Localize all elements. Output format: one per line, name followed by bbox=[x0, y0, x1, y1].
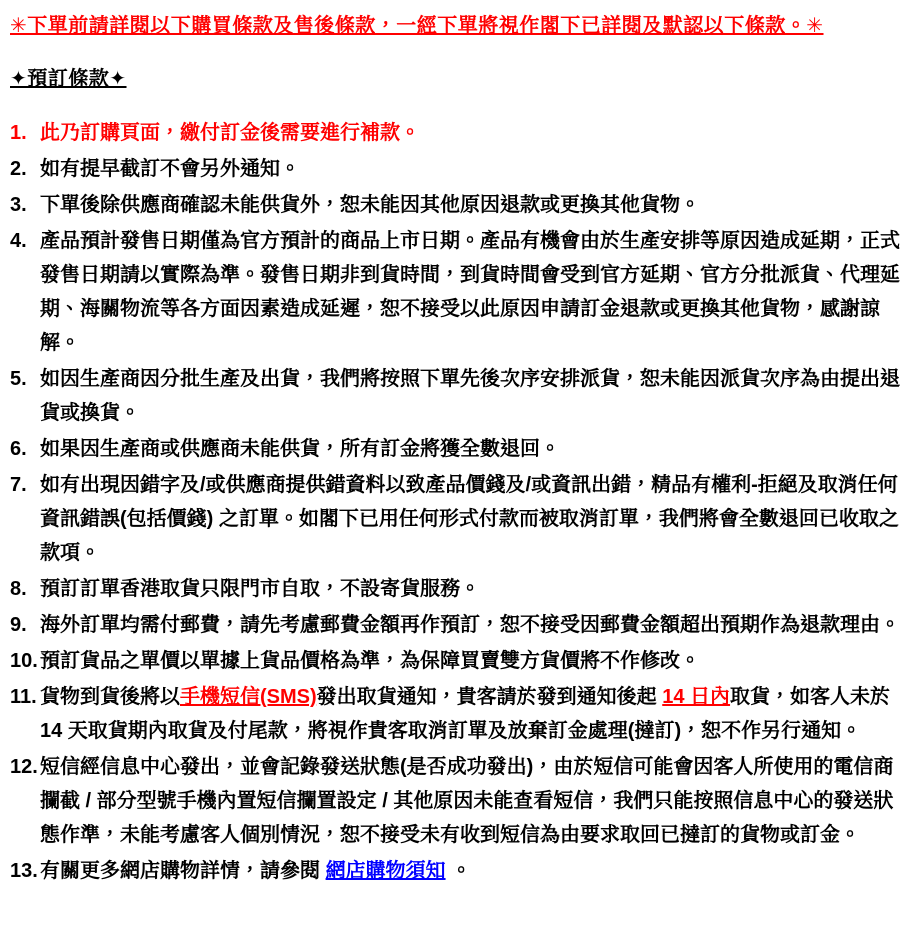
term-text: 下單後除供應商確認未能供貨外，恕未能因其他原因退款或更換其他貨物。 bbox=[40, 194, 700, 216]
term-number: 5. bbox=[10, 368, 27, 390]
term-item-9 bbox=[10, 608, 905, 642]
term-text: 發出取貨通知，貴客請於發到通知後起 bbox=[316, 686, 663, 708]
term-item-10 bbox=[10, 644, 905, 678]
term-text: 貨物到貨後將以 bbox=[40, 686, 180, 708]
term-text: 短信經信息中心發出，並會記錄發送狀態(是否成功發出)，由於短信可能會因客人所使用的電信商攔截 / 部分型號手機內置短信攔置設定 / 其他原因未能查看短信，我們只能按照信息中心的發送狀態作準，未能考慮客人個別情況，恕不接受未有收到短信為由要求取回已撻訂的貨物或訂金。 bbox=[40, 756, 894, 846]
term-item-5 bbox=[10, 362, 905, 430]
term-number: 2. bbox=[10, 158, 27, 180]
term-text: 產品預計發售日期僅為官方預計的商品上市日期。產品有機會由於生產安排等原因造成延期，正式發售日期請以實際為準。發售日期非到貨時間，到貨時間會受到官方延期、官方分批派貨、代理延期、海關物流等各方面因素造成延遲，恕不接受以此原因申請訂金退款或更換其他貨物，感謝諒解。 bbox=[40, 230, 900, 354]
section-title: ✦預訂條款✦ bbox=[10, 68, 127, 90]
term-item-12 bbox=[10, 750, 905, 852]
term-number: 4. bbox=[10, 230, 27, 252]
term-text: 如有提早截訂不會另外通知。 bbox=[40, 158, 300, 180]
term-text: 如因生產商因分批生產及出貨，我們將按照下單先後次序安排派貨，恕未能因派貨次序為由提出退貨或換貨。 bbox=[40, 368, 900, 424]
term-number: 12. bbox=[10, 756, 38, 778]
page-title: ✳下單前請詳閱以下購買條款及售後條款，一經下單將視作閣下已詳閱及默認以下條款。✳ bbox=[10, 15, 824, 37]
term-number: 6. bbox=[10, 438, 27, 460]
term-text: 。 bbox=[445, 860, 472, 882]
term-number: 1. bbox=[10, 122, 27, 144]
term-number: 10. bbox=[10, 650, 38, 672]
term-text: 有關更多網店購物詳情，請參閱 bbox=[40, 860, 326, 882]
term-number: 3. bbox=[10, 194, 27, 216]
store-shopping-notice-link[interactable]: 網店購物須知 bbox=[325, 860, 446, 882]
term-text: 預訂貨品之單價以單據上貨品價格為準，為保障買賣雙方貨價將不作修改。 bbox=[40, 650, 700, 672]
term-item-2 bbox=[10, 152, 905, 186]
term-text: 取貨，如客人未於 14 天取貨期內取貨及付尾款，將視作貴客取消訂單及放棄訂金處理(撻訂)，恕不作另行通知。 bbox=[40, 686, 891, 742]
term-number: 8. bbox=[10, 578, 27, 600]
term-text: 如果因生產商或供應商未能供貨，所有訂金將獲全數退回。 bbox=[40, 438, 560, 460]
term-highlight: 手機短信(SMS) bbox=[180, 686, 317, 708]
term-number: 11. bbox=[10, 686, 37, 708]
term-text: 海外訂單均需付郵費，請先考慮郵費金額再作預訂，恕不接受因郵費金額超出預期作為退款理由。 bbox=[40, 614, 900, 636]
term-item-4 bbox=[10, 224, 905, 360]
term-item-1 bbox=[10, 116, 905, 150]
terms-list bbox=[10, 116, 905, 888]
term-number: 7. bbox=[10, 474, 27, 496]
term-item-13 bbox=[10, 854, 905, 888]
term-item-11 bbox=[10, 680, 905, 748]
term-item-6 bbox=[10, 432, 905, 466]
term-highlight: 14 日內 bbox=[662, 686, 731, 708]
term-text: 如有出現因錯字及/或供應商提供錯資料以致產品價錢及/或資訊出錯，精品有權利-拒絕及取消任何資訊錯誤(包括價錢) 之訂單。如閣下已用任何形式付款而被取消訂單，我們將會全數退回已收取之款項。 bbox=[40, 474, 899, 564]
term-text: 預訂訂單香港取貨只限門市自取，不設寄貨服務。 bbox=[40, 578, 480, 600]
term-item-3 bbox=[10, 188, 905, 222]
term-item-8 bbox=[10, 572, 905, 606]
term-text: 此乃訂購頁面，繳付訂金後需要進行補款。 bbox=[40, 122, 420, 144]
term-number: 9. bbox=[10, 614, 27, 636]
term-item-7 bbox=[10, 468, 905, 570]
term-number: 13. bbox=[10, 860, 38, 882]
